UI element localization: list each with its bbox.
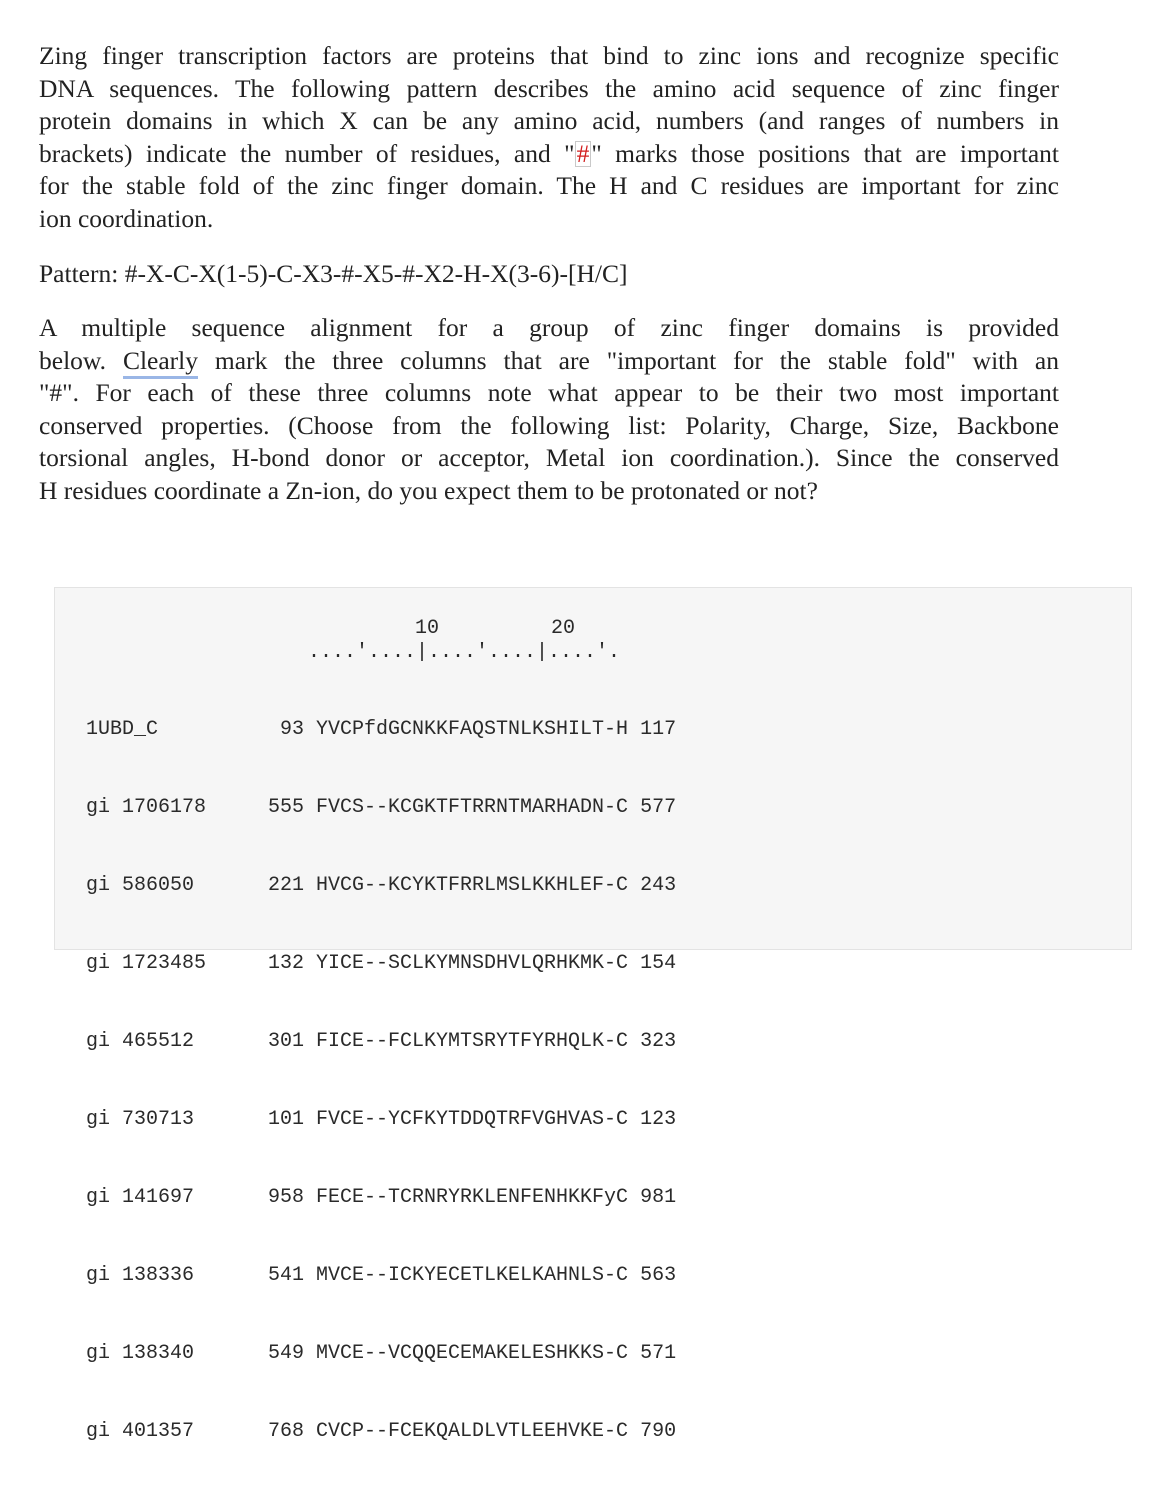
sequence-name: gi 138340 [86, 1342, 195, 1365]
intro-line-4-start: brackets) indicate the number of residues, and " [39, 138, 575, 168]
intro-line-2: DNA sequences. The following pattern describes the amino acid sequence of zinc finger [39, 73, 1059, 103]
question-line-2-prefix: below. [39, 345, 123, 375]
sequence-name: gi 730713 [86, 1108, 195, 1131]
alignment-row [86, 1185, 676, 1211]
intro-line-6: ion coordination. [39, 203, 214, 233]
sequence-end: 790 [640, 1420, 677, 1443]
sequence-end: 123 [640, 1108, 677, 1131]
intro-line-5: for the stable fold of the zinc finger domain. The H and C residues are important for zinc [39, 171, 1059, 201]
sequence-start: 555 [267, 796, 304, 819]
sequence-start: 768 [267, 1420, 304, 1443]
sequence-name: gi 1723485 [86, 952, 207, 975]
ruler-number-20: 20 [551, 617, 576, 640]
pattern-line [39, 258, 1059, 291]
sequence-start: 958 [267, 1186, 304, 1209]
sequence-residues: YICE--SCLKYMNSDHVLQRHKMK-C [316, 952, 629, 975]
question-line-2-rest: mark the three columns that are "important for the stable fold" with an [198, 345, 1059, 375]
intro-line-1: Zing finger transcription factors are proteins that bind to zinc ions and recognize specific [39, 41, 1059, 70]
intro-line-3: protein domains in which X can be any amino acid, numbers (and ranges of numbers in [39, 106, 1059, 136]
sequence-start: 93 [279, 718, 304, 741]
sequence-name: gi 401357 [86, 1420, 195, 1443]
intro-line-4 [39, 138, 1059, 171]
sequence-start: 221 [267, 874, 304, 897]
sequence-end: 117 [640, 718, 677, 741]
ruler-marks: ....'....|....'....|....'. [308, 641, 621, 664]
question-line-4: conserved properties. (Choose from the following list: Polarity, Charge, Size, Backbone [39, 410, 1059, 440]
sequence-residues: FVCS--KCGKTFTRRNTMARHADN-C [316, 796, 629, 819]
alignment-row [86, 1029, 676, 1055]
sequence-residues: FICE--FCLKYMTSRYTFYRHQLK-C [316, 1030, 629, 1053]
question-line-5: torsional angles, H-bond donor or acceptor, Metal ion coordination.). Since the conserved [39, 443, 1059, 473]
underlined-word: Clearly [123, 346, 198, 379]
sequence-end: 154 [640, 952, 677, 975]
alignment-row [86, 1419, 676, 1445]
sequence-name: gi 1706178 [86, 796, 207, 819]
sequence-start: 132 [267, 952, 304, 975]
sequence-residues: MVCE--VCQQECEMAKELESHKKS-C [316, 1342, 629, 1365]
sequence-end: 563 [640, 1264, 677, 1287]
question-paragraph [39, 312, 1059, 508]
alignment-row [86, 1263, 676, 1289]
intro-paragraph [39, 40, 1059, 236]
alignment-row [86, 795, 676, 821]
sequence-end: 323 [640, 1030, 677, 1053]
sequence-name: gi 138336 [86, 1264, 195, 1287]
question-line-3: "#". For each of these three columns note what appear to be their two most important [39, 378, 1059, 408]
sequence-end: 243 [640, 874, 677, 897]
sequence-alignment-box [54, 587, 1132, 1443]
alignment-row [86, 1341, 676, 1367]
sequence-name: gi 465512 [86, 1030, 195, 1053]
alignment-row [86, 1107, 676, 1133]
alignment-row [86, 951, 676, 977]
sequence-end: 577 [640, 796, 677, 819]
question-line-1: A multiple sequence alignment for a group of zinc finger domains is provided [39, 313, 1059, 342]
sequence-name: gi 586050 [86, 874, 195, 897]
question-line-2 [39, 345, 1059, 378]
alignment-rows [86, 665, 676, 1497]
sequence-end: 981 [640, 1186, 677, 1209]
hash-highlight: # [576, 138, 590, 168]
sequence-end: 571 [640, 1342, 677, 1365]
sequence-residues: MVCE--ICKYECETLKELKAHNLS-C [316, 1264, 629, 1287]
pattern-text: Pattern: #-X-C-X(1-5)-C-X3-#-X5-#-X2-H-X(3-6)-[H/C] [39, 259, 628, 288]
sequence-residues: HVCG--KCYKTFRRLMSLKKHLEF-C [316, 874, 629, 897]
sequence-name: gi 141697 [86, 1186, 195, 1209]
alignment-row [86, 873, 676, 899]
sequence-name: 1UBD_C [86, 718, 159, 741]
ruler-number-10: 10 [415, 617, 440, 640]
sequence-residues: CVCP--FCEKQALDLVTLEEHVKE-C [316, 1420, 629, 1443]
intro-line-4-end: " marks those positions that are important [591, 138, 1060, 168]
sequence-start: 101 [267, 1108, 304, 1131]
question-line-6: H residues coordinate a Zn-ion, do you expect them to be protonated or not? [39, 475, 818, 505]
sequence-start: 301 [267, 1030, 304, 1053]
sequence-start: 549 [267, 1342, 304, 1365]
sequence-start: 541 [267, 1264, 304, 1287]
sequence-residues: FVCE--YCFKYTDDQTRFVGHVAS-C [316, 1108, 629, 1131]
alignment-row [86, 717, 676, 743]
sequence-residues: FECE--TCRNRYRKLENFENHKKFyC [316, 1186, 629, 1209]
sequence-residues: YVCPfdGCNKKFAQSTNLKSHILT-H [316, 718, 629, 741]
